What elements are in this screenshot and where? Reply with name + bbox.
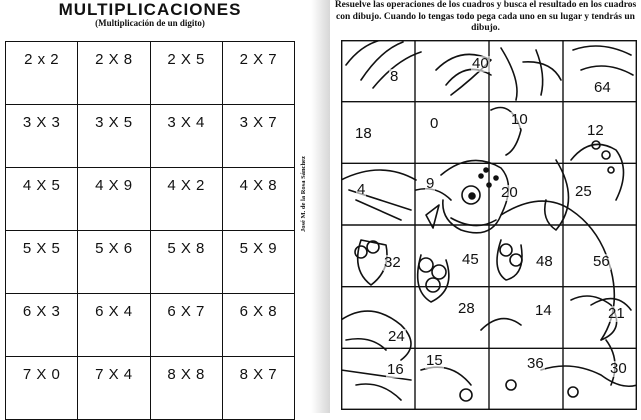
puzzle-number: 25 bbox=[575, 183, 592, 200]
puzzle-number: 20 bbox=[501, 184, 518, 201]
operation-cell: 6 X 7 bbox=[150, 294, 222, 357]
puzzle-number: 16 bbox=[387, 361, 404, 378]
operation-cell: 6 X 4 bbox=[78, 294, 150, 357]
operation-cell: 6 X 3 bbox=[6, 294, 78, 357]
puzzle-number: 8 bbox=[390, 68, 399, 85]
multiplication-worksheet bbox=[0, 0, 300, 413]
operation-cell: 5 X 5 bbox=[6, 231, 78, 294]
grid-row bbox=[6, 105, 295, 168]
operation-cell: 5 X 6 bbox=[78, 231, 150, 294]
puzzle-number: 9 bbox=[426, 175, 435, 192]
puzzle-number: 4 bbox=[357, 181, 366, 198]
worksheet-subtitle: (Multiplicación de un digito) bbox=[95, 18, 205, 28]
operation-cell: 4 X 2 bbox=[150, 168, 222, 231]
puzzle-number: 10 bbox=[511, 111, 528, 128]
operation-cell: 3 X 7 bbox=[222, 105, 294, 168]
operation-cell: 8 X 7 bbox=[222, 357, 294, 420]
puzzle-number: 30 bbox=[610, 360, 627, 377]
operation-cell: 3 X 5 bbox=[78, 105, 150, 168]
grid-row bbox=[6, 357, 295, 420]
operation-cell: 3 X 3 bbox=[6, 105, 78, 168]
operations-grid bbox=[5, 41, 295, 420]
puzzle-number: 21 bbox=[608, 305, 625, 322]
puzzle-grid bbox=[341, 40, 637, 410]
operation-cell: 2 X 5 bbox=[150, 42, 222, 105]
puzzle-number: 64 bbox=[594, 79, 611, 96]
operation-cell: 8 X 8 bbox=[150, 357, 222, 420]
operation-cell: 5 X 9 bbox=[222, 231, 294, 294]
puzzle-number: 28 bbox=[458, 300, 475, 317]
operation-cell: 3 X 4 bbox=[150, 105, 222, 168]
puzzle-number: 18 bbox=[355, 125, 372, 142]
puzzle-instructions: Resuelve las operaciones de los cuadros y busca el resultado en los cuadros con dibujo. Cuando lo tengas todo pega cada uno en su lugar y tendrás un dibujo. bbox=[334, 0, 637, 33]
operation-cell: 7 X 0 bbox=[6, 357, 78, 420]
puzzle-number: 24 bbox=[388, 328, 405, 345]
operation-cell: 5 X 8 bbox=[150, 231, 222, 294]
grid-row bbox=[6, 294, 295, 357]
puzzle-number: 14 bbox=[535, 302, 552, 319]
puzzle-number: 48 bbox=[536, 253, 553, 270]
puzzle-number: 56 bbox=[593, 253, 610, 270]
author-credit: José M. de la Rosa Sánchez bbox=[300, 156, 307, 232]
worksheet-title: MULTIPLICACIONES bbox=[58, 0, 242, 19]
puzzle-number: 15 bbox=[426, 352, 443, 369]
puzzle-number: 12 bbox=[587, 122, 604, 139]
puzzle-number: 40 bbox=[472, 55, 489, 72]
puzzle-number: 36 bbox=[527, 355, 544, 372]
grid-row bbox=[6, 168, 295, 231]
grid-row bbox=[6, 42, 295, 105]
operation-cell: 7 X 4 bbox=[78, 357, 150, 420]
operation-cell: 4 X 9 bbox=[78, 168, 150, 231]
puzzle-number: 45 bbox=[462, 251, 479, 268]
operation-cell: 2 X 7 bbox=[222, 42, 294, 105]
puzzle-number: 32 bbox=[384, 254, 401, 271]
picture-puzzle-panel bbox=[330, 0, 641, 413]
page-fold-shadow bbox=[311, 0, 331, 413]
operation-cell: 4 X 8 bbox=[222, 168, 294, 231]
grid-row bbox=[6, 231, 295, 294]
operation-cell: 2 X 8 bbox=[78, 42, 150, 105]
operation-cell: 6 X 8 bbox=[222, 294, 294, 357]
operation-cell: 4 X 5 bbox=[6, 168, 78, 231]
puzzle-number: 0 bbox=[430, 115, 439, 132]
operation-cell: 2 x 2 bbox=[6, 42, 78, 105]
